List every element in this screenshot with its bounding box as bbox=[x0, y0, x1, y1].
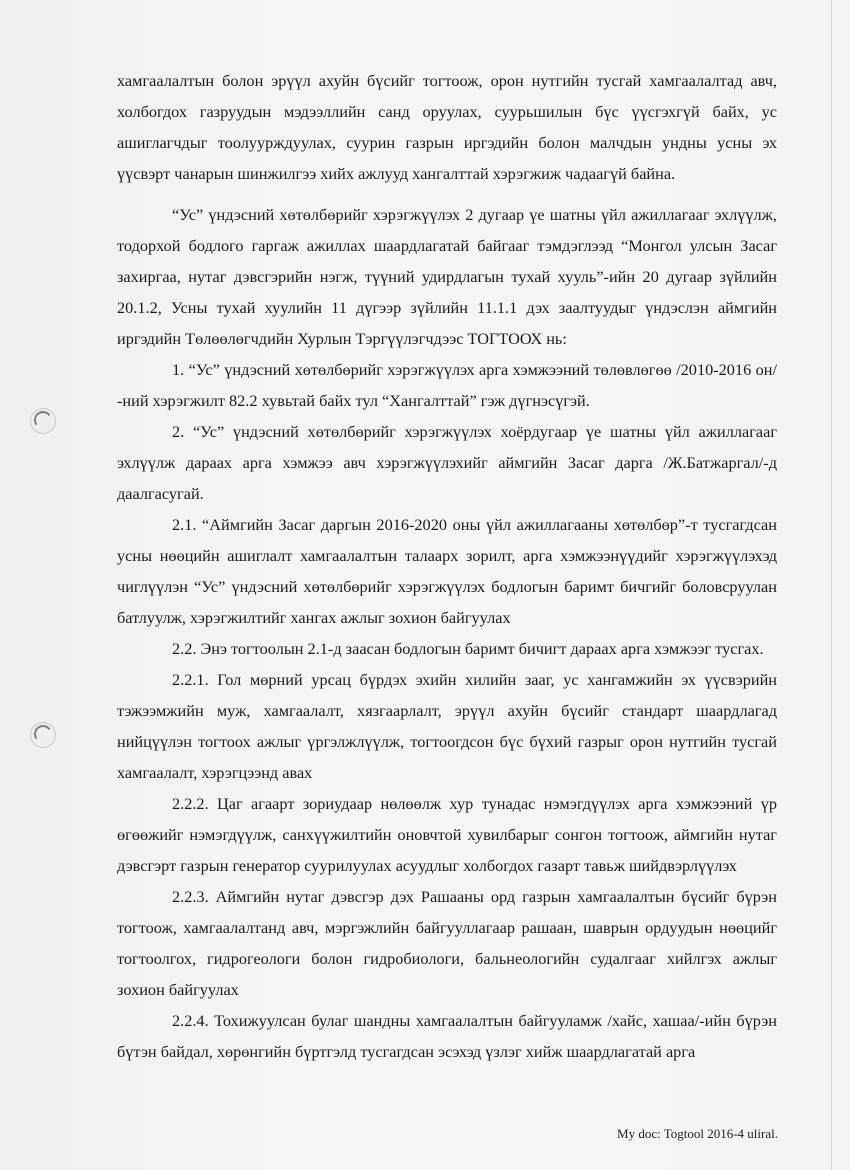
paragraph-item-2-1: 2.1. “Аймгийн Засаг даргын 2016-2020 оны үйл ажиллагааны хөтөлбөр”-т тусгагдсан усны нөөцийн ашиглалт хамгаалалтын талаарх зорилт, арга хэмжээнүүдийг хэрэгжүүлэхэд чиглүүлэн “Ус” үндэсний хөтөлбөрийг хэрэгжүүлэх бодлогын баримт бичгийг боловсруулан батлуулж, хэрэгжилтийг хангах ажлыг зохион байгуулах bbox=[117, 515, 777, 627]
punch-hole-icon bbox=[30, 722, 56, 748]
punch-hole-icon bbox=[30, 408, 56, 434]
paragraph-preamble: “Ус” үндэсний хөтөлбөрийг хэрэгжүүлэх 2 дугаар үе шатны үйл ажиллагааг эхлүүлж, тодорхой бодлого гаргаж ажиллах шаардлагатай байгааг тэмдэглээд “Монгол улсын Засаг захиргаа, нутаг дэвсгэрийн нэгж, түүний удирдлагын тухай хууль”-ийн 20 дугаар зүйлийн 20.1.2, Усны тухай хуулийн 11 дүгээр зүйлийн 11.1.1 дэх заалтуудыг үндэслэн аймгийн иргэдийн Төлөөлөгчдийн Хурлын Тэргүүлэгчдээс ТОГТООХ нь: bbox=[117, 205, 777, 348]
paragraph-continuation: хамгаалалтын болон эрүүл ахуйн бүсийг тогтоож, орон нутгийн тусгай хамгаалалтад авч, холбогдох газруудын мэдээллийн санд оруулах, суурьшилын бүс үүсгэхгүй байх, ус ашиглагчдыг тоолуурждуулах, суурин газрын иргэдийн болон малчдын ундны усны эх үүсвэрт чанарын шинжилгээ хийх ажлууд хангалттай хэрэгжиж чадаагүй байна. bbox=[117, 71, 777, 183]
paragraph-item-2-2-2: 2.2.2. Цаг агаарт зориудаар нөлөөлж хур тунадас нэмэгдүүлэх арга хэмжээний үр өгөөжийг нэмэгдүүлж, санхүүжилтийн оновчтой хувилбарыг сонгон тогтоож, аймгийн нутаг дэвсгэрт газрын генератор суурилуулах асуудлыг холбогдох газарт тавьж шийдвэрлүүлэх bbox=[117, 794, 777, 875]
paragraph-item-2-2-4: 2.2.4. Тохижуулсан булаг шандны хамгаалалтын байгууламж /хайс, хашаа/-ийн бүрэн бүтэн байдал, хөрөнгийн бүртгэлд тусгагдсан эсэхэд үзлэг хийж шаардлагатай арга bbox=[117, 1011, 777, 1061]
paragraph-item-2-2-1: 2.2.1. Гол мөрний урсац бүрдэх эхийн хилийн зааг, ус хангамжийн эх үүсвэрийн тэжээмжийн муж, хамгаалалт, хязгаарлалт, эрүүл ахуйн бүсийг стандарт шаардлагад нийцүүлэн тогтоох ажлыг үргэлжлүүлж, тогтоогдсон бүс бүхий газрыг орон нутгийн тусгай хамгаалалт, хэрэгцээнд авах bbox=[117, 670, 777, 782]
paragraph-item-2: 2. “Ус” үндэсний хөтөлбөрийг хэрэгжүүлэх хоёрдугаар үе шатны үйл ажиллагааг эхлүүлж дараах арга хэмжээ авч хэрэгжүүлэхийг аймгийн Засаг дарга /Ж.Батжаргал/-д даалгасугай. bbox=[117, 422, 777, 503]
paragraph-item-2-2: 2.2. Энэ тогтоолын 2.1-д заасан бодлогын баримт бичигт дараах арга хэмжээг тусгах. bbox=[172, 639, 764, 658]
page-footer: My doc: Togtool 2016-4 uliral. bbox=[617, 1126, 778, 1141]
document-body bbox=[117, 65, 777, 1067]
paragraph-item-2-2-3: 2.2.3. Аймгийн нутаг дэвсгэр дэх Рашааны орд газрын хамгаалалтын бүсийг бүрэн тогтоож, хамгаалалтанд авч, мэргэжлийн байгууллагаар рашаан, шаврын ордуудын нөөцийг тогтоолгох, гидрогеологи болон гидробиологи, бальнеологийн судалгааг хийлгэх ажлыг зохион байгуулах bbox=[117, 887, 777, 999]
paragraph-item-1: 1. “Ус” үндэсний хөтөлбөрийг хэрэгжүүлэх арга хэмжээний төлөвлөгөө /2010-2016 он/ -ний хэрэгжилт 82.2 хувьтай байх тул “Хангалттай” гэж дүгнэсүгэй. bbox=[117, 360, 777, 410]
page-edge-line bbox=[831, 0, 832, 1170]
